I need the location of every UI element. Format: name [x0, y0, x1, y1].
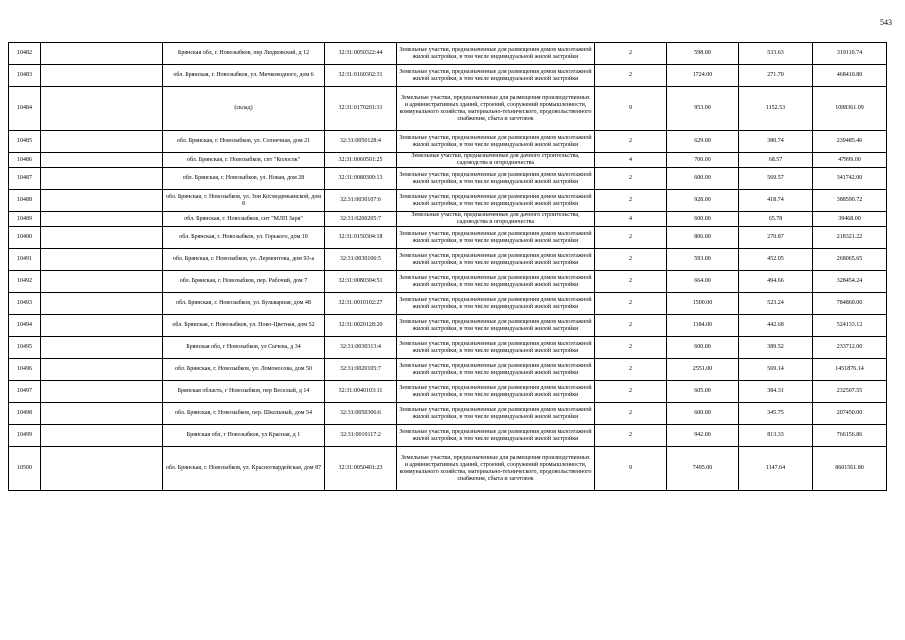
area-cell: 700.00: [667, 153, 739, 168]
specific-value-cell: 68.57: [739, 153, 813, 168]
specific-value-cell: 569.57: [739, 168, 813, 190]
land-purpose-cell: Земельные участки, предназначенные для размещения домов малоэтажной жилой застройки, в том числе индивидуальной жилой застройки: [397, 43, 595, 65]
cadastral-value-cell: 239485.46: [813, 131, 887, 153]
table-row: [9, 190, 887, 212]
cadastral-value-cell: 233712.00: [813, 337, 887, 359]
row-id-cell: 10488: [9, 190, 41, 212]
area-cell: 600.00: [667, 403, 739, 425]
spacer-cell: [41, 190, 163, 212]
table-row: [9, 249, 887, 271]
specific-value-cell: 533.63: [739, 43, 813, 65]
address-cell: обл. Брянская, г. Новозыбков, ул. Зои Космодемьянской, дом 8: [163, 190, 325, 212]
group-cell: 2: [595, 315, 667, 337]
page-number: 543: [880, 18, 892, 27]
row-id-cell: 10485: [9, 131, 41, 153]
area-cell: 629.00: [667, 131, 739, 153]
specific-value-cell: 271.70: [739, 65, 813, 87]
group-cell: 2: [595, 190, 667, 212]
land-purpose-cell: Земельные участки, предназначенные для дачного строительства, садоводства и огородничества: [397, 153, 595, 168]
cadastral-value-cell: 1098361.09: [813, 87, 887, 131]
area-cell: 1500.00: [667, 293, 739, 315]
address-cell: обл. Брянская, г. Новозыбков, пер. Школьный, дом 54: [163, 403, 325, 425]
land-purpose-cell: Земельные участки, предназначенные для размещения домов малоэтажной жилой застройки, в том числе индивидуальной жилой застройки: [397, 131, 595, 153]
cadastral-number-cell: 32:31:0030106:5: [325, 249, 397, 271]
area-cell: 7495.00: [667, 447, 739, 491]
cadastral-number-cell: 32:31:0050128:4: [325, 131, 397, 153]
area-cell: 928.00: [667, 190, 739, 212]
cadastral-number-cell: 32:31:0160302:31: [325, 65, 397, 87]
specific-value-cell: 523.24: [739, 293, 813, 315]
cadastral-value-cell: 328454.24: [813, 271, 887, 293]
land-purpose-cell: Земельные участки, предназначенные для размещения домов малоэтажной жилой застройки, в том числе индивидуальной жилой застройки: [397, 315, 595, 337]
spacer-cell: [41, 43, 163, 65]
row-id-cell: 10494: [9, 315, 41, 337]
cadastral-value-cell: 47999.00: [813, 153, 887, 168]
area-cell: 600.00: [667, 168, 739, 190]
table-row: [9, 403, 887, 425]
cadastral-value-cell: 268065.65: [813, 249, 887, 271]
table-row: [9, 227, 887, 249]
cadastral-number-cell: 32:31:0010117:2: [325, 425, 397, 447]
address-cell: обл. Брянская, г. Новозыбков, ул. Ломоносова, дом 50: [163, 359, 325, 381]
cadastral-number-cell: 32:31:0050306:6: [325, 403, 397, 425]
cadastral-number-cell: 32:31:0170201:31: [325, 87, 397, 131]
table-row: [9, 43, 887, 65]
land-purpose-cell: Земельные участки, предназначенные для размещения домов малоэтажной жилой застройки, в том числе индивидуальной жилой застройки: [397, 337, 595, 359]
area-cell: 953.00: [667, 87, 739, 131]
spacer-cell: [41, 65, 163, 87]
row-id-cell: 10484: [9, 87, 41, 131]
specific-value-cell: 1147.64: [739, 447, 813, 491]
land-registry-table: [8, 42, 887, 491]
spacer-cell: [41, 381, 163, 403]
spacer-cell: [41, 131, 163, 153]
land-purpose-cell: Земельные участки, предназначенные для размещения домов малоэтажной жилой застройки, в том числе индивидуальной жилой застройки: [397, 425, 595, 447]
row-id-cell: 10498: [9, 403, 41, 425]
table-row: [9, 337, 887, 359]
specific-value-cell: 452.05: [739, 249, 813, 271]
cadastral-value-cell: 218321.22: [813, 227, 887, 249]
land-purpose-cell: Земельные участки, предназначенные для дачного строительства, садоводства и огородничества: [397, 212, 595, 227]
group-cell: 2: [595, 168, 667, 190]
address-cell: обл. Брянская, г. Новозыбков, ул. Горького, дом 10: [163, 227, 325, 249]
area-cell: 2551.00: [667, 359, 739, 381]
area-cell: 942.00: [667, 425, 739, 447]
group-cell: 2: [595, 131, 667, 153]
cadastral-number-cell: 32:31:0040103:11: [325, 381, 397, 403]
address-cell: обл. Брянская, г. Новозыбков, пер. Рабочий, дом 7: [163, 271, 325, 293]
table-row: [9, 425, 887, 447]
cadastral-value-cell: 1451876.14: [813, 359, 887, 381]
table-row: [9, 212, 887, 227]
group-cell: 2: [595, 381, 667, 403]
address-cell: обл. Брянская, г. Новозыбков, снт "Колосок": [163, 153, 325, 168]
specific-value-cell: 380.74: [739, 131, 813, 153]
specific-value-cell: 270.87: [739, 227, 813, 249]
table-row: [9, 447, 887, 491]
group-cell: 2: [595, 359, 667, 381]
area-cell: 605.00: [667, 381, 739, 403]
group-cell: 4: [595, 153, 667, 168]
spacer-cell: [41, 153, 163, 168]
cadastral-value-cell: 388590.72: [813, 190, 887, 212]
spacer-cell: [41, 271, 163, 293]
address-cell: обл. Брянская, г. Новозыбков, ул. Новая, дом 28: [163, 168, 325, 190]
specific-value-cell: 384.31: [739, 381, 813, 403]
cadastral-value-cell: 39468.00: [813, 212, 887, 227]
row-id-cell: 10486: [9, 153, 41, 168]
group-cell: 2: [595, 425, 667, 447]
group-cell: 2: [595, 271, 667, 293]
row-id-cell: 10487: [9, 168, 41, 190]
address-cell: обл. Брянская, г. Новозыбков, ул. Мичководного, дом 6: [163, 65, 325, 87]
area-cell: 600.00: [667, 212, 739, 227]
row-id-cell: 10491: [9, 249, 41, 271]
cadastral-value-cell: 524133.12: [813, 315, 887, 337]
group-cell: 9: [595, 87, 667, 131]
cadastral-value-cell: 468410.80: [813, 65, 887, 87]
spacer-cell: [41, 249, 163, 271]
address-cell: обл. Брянская, г. Новозыбков, ул. Лермонтова, дом 93-а: [163, 249, 325, 271]
row-id-cell: 10495: [9, 337, 41, 359]
group-cell: 2: [595, 227, 667, 249]
table-row: [9, 168, 887, 190]
specific-value-cell: 418.74: [739, 190, 813, 212]
table-row: [9, 87, 887, 131]
land-purpose-cell: Земельные участки, предназначенные для размещения домов малоэтажной жилой застройки, в том числе индивидуальной жилой застройки: [397, 381, 595, 403]
cadastral-number-cell: 32:31:0030107:6: [325, 190, 397, 212]
table-row: [9, 359, 887, 381]
table-row: [9, 271, 887, 293]
land-purpose-cell: Земельные участки, предназначенные для размещения домов малоэтажной жилой застройки, в том числе индивидуальной жилой застройки: [397, 168, 595, 190]
land-purpose-cell: Земельные участки, предназначенные для размещения домов малоэтажной жилой застройки, в том числе индивидуальной жилой застройки: [397, 293, 595, 315]
address-cell: обл. Брянская, г. Новозыбков, снт "МЛП Заря": [163, 212, 325, 227]
address-cell: обл. Брянская, г. Новозыбков, ул. Солнечная, дом 21: [163, 131, 325, 153]
row-id-cell: 10493: [9, 293, 41, 315]
table-row: [9, 293, 887, 315]
land-purpose-cell: Земельные участки, предназначенные для размещения домов малоэтажной жилой застройки, в том числе индивидуальной жилой застройки: [397, 271, 595, 293]
table-row: [9, 315, 887, 337]
address-cell: (склад): [163, 87, 325, 131]
table-row: [9, 381, 887, 403]
land-purpose-cell: Земельные участки, предназначенные для размещения домов малоэтажной жилой застройки, в том числе индивидуальной жилой застройки: [397, 249, 595, 271]
cadastral-value-cell: 319110.74: [813, 43, 887, 65]
address-cell: Брянская обл, г Новозыбков, ул Красная, д 1: [163, 425, 325, 447]
group-cell: 4: [595, 212, 667, 227]
land-purpose-cell: Земельные участки, предназначенные для размещения домов малоэтажной жилой застройки, в том числе индивидуальной жилой застройки: [397, 190, 595, 212]
spacer-cell: [41, 315, 163, 337]
cadastral-number-cell: 32:31:0080304:51: [325, 271, 397, 293]
row-id-cell: 10500: [9, 447, 41, 491]
address-cell: обл. Брянская, г. Новозыбков, ул. Красногвардейская, дом 87: [163, 447, 325, 491]
cadastral-value-cell: 766156.86: [813, 425, 887, 447]
address-cell: Брянская обл, г Новозыбков, ул Сычева, д 34: [163, 337, 325, 359]
specific-value-cell: 345.75: [739, 403, 813, 425]
address-cell: обл. Брянская, г. Новозыбков, ул. Ново-Цветная, дом 52: [163, 315, 325, 337]
cadastral-number-cell: 32:31:0030313:4: [325, 337, 397, 359]
spacer-cell: [41, 212, 163, 227]
group-cell: 2: [595, 403, 667, 425]
land-purpose-cell: Земельные участки, предназначенные для размещения домов малоэтажной жилой застройки, в том числе индивидуальной жилой застройки: [397, 359, 595, 381]
spacer-cell: [41, 447, 163, 491]
cadastral-number-cell: 32:31:0150304:18: [325, 227, 397, 249]
cadastral-number-cell: 32:31:0200205:7: [325, 212, 397, 227]
land-purpose-cell: Земельные участки, предназначенные для размещения производственных и административных зданий, строений, сооружений промышленности, коммунального хозяйства, материально-технического, продовольственного снабжения, сбыта и заготовок: [397, 447, 595, 491]
row-id-cell: 10490: [9, 227, 41, 249]
spacer-cell: [41, 227, 163, 249]
area-cell: 664.00: [667, 271, 739, 293]
area-cell: 593.00: [667, 249, 739, 271]
row-id-cell: 10497: [9, 381, 41, 403]
cadastral-number-cell: 32:31:0050401:23: [325, 447, 397, 491]
cadastral-number-cell: 32:31:0050322:44: [325, 43, 397, 65]
group-cell: 2: [595, 43, 667, 65]
table-row: [9, 65, 887, 87]
address-cell: обл. Брянская, г. Новозыбков, ул. Бульварная, дом 48: [163, 293, 325, 315]
specific-value-cell: 442.68: [739, 315, 813, 337]
cadastral-value-cell: 341742.00: [813, 168, 887, 190]
cadastral-number-cell: 32:31:0020105:7: [325, 359, 397, 381]
specific-value-cell: 813.33: [739, 425, 813, 447]
cadastral-value-cell: 784860.00: [813, 293, 887, 315]
specific-value-cell: 1152.53: [739, 87, 813, 131]
spacer-cell: [41, 293, 163, 315]
spacer-cell: [41, 87, 163, 131]
spacer-cell: [41, 168, 163, 190]
cadastral-number-cell: 32:31:0060501:25: [325, 153, 397, 168]
spacer-cell: [41, 425, 163, 447]
spacer-cell: [41, 337, 163, 359]
area-cell: 598.00: [667, 43, 739, 65]
specific-value-cell: 494.66: [739, 271, 813, 293]
land-purpose-cell: Земельные участки, предназначенные для размещения домов малоэтажной жилой застройки, в том числе индивидуальной жилой застройки: [397, 227, 595, 249]
cadastral-value-cell: 232507.55: [813, 381, 887, 403]
group-cell: 2: [595, 293, 667, 315]
area-cell: 806.00: [667, 227, 739, 249]
address-cell: Брянская обл, г. Новозыбков, пер Людковский, д 12: [163, 43, 325, 65]
land-purpose-cell: Земельные участки, предназначенные для размещения домов малоэтажной жилой застройки, в том числе индивидуальной жилой застройки: [397, 65, 595, 87]
area-cell: 600.00: [667, 337, 739, 359]
address-cell: Брянская область, г Новозыбков, пер Веселый, д 14: [163, 381, 325, 403]
cadastral-number-cell: 32:31:0020128:20: [325, 315, 397, 337]
spacer-cell: [41, 359, 163, 381]
cadastral-number-cell: 32:31:0010102:27: [325, 293, 397, 315]
cadastral-number-cell: 32:31:0080309:13: [325, 168, 397, 190]
row-id-cell: 10496: [9, 359, 41, 381]
land-purpose-cell: Земельные участки, предназначенные для размещения производственных и административных зданий, строений, сооружений промышленности, коммунального хозяйства, материально-технического, продовольственного снабжения, сбыта и заготовок: [397, 87, 595, 131]
specific-value-cell: 569.14: [739, 359, 813, 381]
area-cell: 1724.00: [667, 65, 739, 87]
table-row: [9, 153, 887, 168]
specific-value-cell: 389.52: [739, 337, 813, 359]
group-cell: 9: [595, 447, 667, 491]
cadastral-value-cell: 207450.00: [813, 403, 887, 425]
row-id-cell: 10499: [9, 425, 41, 447]
group-cell: 2: [595, 337, 667, 359]
spacer-cell: [41, 403, 163, 425]
row-id-cell: 10483: [9, 65, 41, 87]
row-id-cell: 10492: [9, 271, 41, 293]
land-purpose-cell: Земельные участки, предназначенные для размещения домов малоэтажной жилой застройки, в том числе индивидуальной жилой застройки: [397, 403, 595, 425]
group-cell: 2: [595, 65, 667, 87]
table-row: [9, 131, 887, 153]
cadastral-value-cell: 8601561.80: [813, 447, 887, 491]
specific-value-cell: 65.78: [739, 212, 813, 227]
area-cell: 1184.00: [667, 315, 739, 337]
row-id-cell: 10482: [9, 43, 41, 65]
group-cell: 2: [595, 249, 667, 271]
row-id-cell: 10489: [9, 212, 41, 227]
